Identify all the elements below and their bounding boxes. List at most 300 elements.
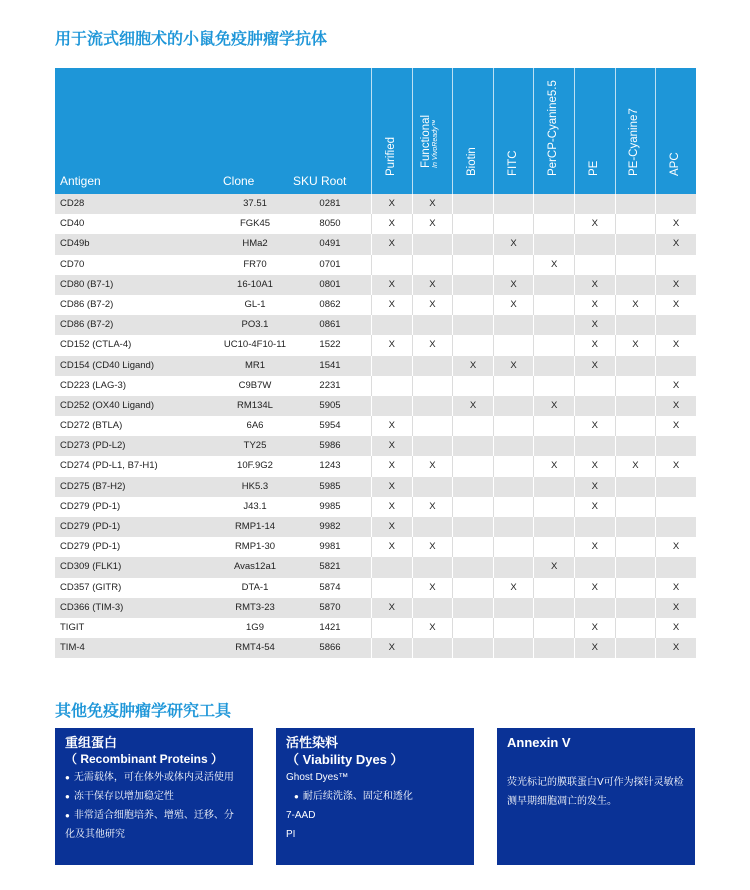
antigen-cell: TIM-4 — [60, 642, 85, 654]
availability-cell — [615, 396, 656, 416]
header-column — [412, 68, 453, 194]
clone-cell: TY25 — [243, 440, 267, 452]
sku-cell: 0281 — [319, 198, 341, 209]
table-row — [55, 537, 696, 557]
antigen-cell: CD86 (B7-2) — [60, 319, 114, 331]
clone-cell: Avas12a1 — [233, 561, 277, 573]
ghost-dyes-label: Ghost Dyes™ — [286, 772, 349, 783]
table-row — [55, 335, 696, 355]
availability-cell — [452, 477, 493, 497]
sku-cell: 0861 — [319, 319, 341, 331]
antigen-cell: CD49b — [60, 238, 90, 250]
box-title: 活性染料 — [286, 735, 339, 750]
clone-cell: HMa2 — [242, 238, 268, 250]
availability-cell — [371, 356, 412, 376]
table-row — [55, 618, 696, 638]
availability-cell: X — [412, 497, 453, 517]
list-item: ● 耐后续洗涤、固定和透化 — [294, 787, 464, 806]
header-column-label — [628, 108, 640, 176]
availability-cell: X — [574, 295, 615, 315]
availability-cell — [533, 275, 574, 295]
availability-cell — [655, 497, 696, 517]
column-label: PE — [587, 160, 600, 176]
availability-cell — [615, 315, 656, 335]
availability-cell — [615, 638, 656, 658]
table-row — [55, 416, 696, 436]
table-row — [55, 456, 696, 476]
column-label: Biotin — [465, 147, 478, 176]
column-label: PE-Cyanine7 — [628, 108, 641, 176]
availability-cell — [533, 638, 574, 658]
antigen-cell: CD279 (PD-1) — [60, 541, 121, 553]
clone-cell: HK5.3 — [241, 480, 269, 492]
availability-cell: X — [371, 477, 412, 497]
clone-cell: RMT3-23 — [235, 601, 275, 613]
availability-cell — [533, 598, 574, 618]
availability-cell — [452, 638, 493, 658]
header-column — [533, 68, 574, 194]
availability-cell: X — [412, 578, 453, 598]
availability-cell: X — [452, 356, 493, 376]
availability-cell — [371, 557, 412, 577]
availability-cell: X — [615, 335, 656, 355]
availability-cell — [615, 234, 656, 254]
availability-cell: X — [574, 618, 615, 638]
table-row — [55, 356, 696, 376]
page-title: 用于流式细胞术的小鼠免疫肿瘤学抗体 — [55, 31, 328, 48]
antigen-cell: CD252 (OX40 Ligand) — [60, 399, 154, 411]
clone-cell: C9B7W — [238, 379, 272, 391]
availability-cell — [412, 376, 453, 396]
sku-cell: 0701 — [319, 258, 341, 270]
clone-cell: RMT4-54 — [235, 642, 275, 654]
antigen-cell: CD28 — [60, 198, 85, 209]
availability-cell — [533, 618, 574, 638]
availability-cell — [371, 618, 412, 638]
antigen-cell: CD40 — [60, 218, 85, 230]
availability-cell — [533, 214, 574, 234]
availability-cell — [493, 194, 534, 214]
column-sublabel: In VivoReady™ — [432, 119, 440, 168]
availability-cell — [452, 598, 493, 618]
availability-cell: X — [655, 456, 696, 476]
availability-cell — [493, 638, 534, 658]
header-column — [452, 68, 493, 194]
table-row — [55, 436, 696, 456]
clone-cell: RMP1-14 — [234, 521, 276, 532]
clone-cell: 10F.9G2 — [237, 460, 273, 472]
annexin-v-box — [497, 728, 695, 865]
availability-cell — [493, 255, 534, 275]
availability-cell — [533, 335, 574, 355]
availability-cell — [412, 436, 453, 456]
clone-cell: PO3.1 — [241, 319, 269, 331]
list-item: ● 非常适合细胞培养、增殖、迁移、分化及其他研究 — [65, 806, 243, 844]
table-row — [55, 255, 696, 275]
antigen-cell: CD273 (PD-L2) — [60, 440, 126, 452]
availability-cell — [412, 396, 453, 416]
box-title: Annexin V — [507, 735, 571, 750]
availability-cell — [493, 477, 534, 497]
availability-cell — [371, 376, 412, 396]
antigen-cell: CD154 (CD40 Ligand) — [60, 359, 154, 371]
availability-cell — [574, 557, 615, 577]
availability-cell: X — [655, 598, 696, 618]
availability-cell — [452, 436, 493, 456]
availability-cell: X — [574, 537, 615, 557]
column-label: Functional — [420, 114, 433, 168]
availability-cell: X — [615, 456, 656, 476]
availability-cell — [615, 537, 656, 557]
availability-cell: X — [371, 275, 412, 295]
availability-cell: X — [533, 255, 574, 275]
header-column-label — [466, 147, 478, 176]
list-item: ● 冻干保存以增加稳定性 — [65, 787, 243, 806]
column-label: FITC — [506, 150, 519, 176]
availability-cell — [615, 598, 656, 618]
clone-cell: FR70 — [243, 258, 267, 270]
availability-cell: X — [493, 275, 534, 295]
availability-cell — [412, 557, 453, 577]
availability-cell — [615, 376, 656, 396]
availability-cell: X — [412, 618, 453, 638]
availability-cell — [615, 255, 656, 275]
availability-cell: X — [615, 295, 656, 315]
availability-cell — [615, 436, 656, 456]
sku-cell: 9985 — [319, 500, 341, 512]
header-column — [655, 68, 696, 194]
availability-cell — [655, 477, 696, 497]
availability-cell: X — [371, 194, 412, 214]
availability-cell — [574, 255, 615, 275]
availability-cell: X — [574, 456, 615, 476]
availability-cell: X — [574, 638, 615, 658]
availability-cell: X — [452, 396, 493, 416]
sku-cell: 1243 — [319, 460, 341, 472]
availability-cell — [493, 214, 534, 234]
availability-cell — [371, 315, 412, 335]
header-column — [574, 68, 615, 194]
availability-cell — [533, 376, 574, 396]
availability-cell — [452, 275, 493, 295]
availability-cell — [452, 497, 493, 517]
clone-cell: 37.51 — [243, 198, 267, 209]
availability-cell: X — [574, 477, 615, 497]
availability-cell: X — [655, 416, 696, 436]
availability-cell: X — [412, 275, 453, 295]
availability-cell — [655, 557, 696, 577]
antigen-cell: CD80 (B7-1) — [60, 278, 114, 290]
availability-cell — [452, 255, 493, 275]
availability-cell — [574, 598, 615, 618]
availability-cell: X — [655, 214, 696, 234]
antigen-cell: CD272 (BTLA) — [60, 420, 123, 432]
availability-cell: X — [371, 214, 412, 234]
sku-cell: 5874 — [319, 581, 341, 593]
recombinant-proteins-box — [55, 728, 253, 865]
availability-cell: X — [655, 335, 696, 355]
availability-cell: X — [371, 497, 412, 517]
sku-cell: 8050 — [319, 218, 341, 230]
availability-cell — [412, 598, 453, 618]
availability-cell — [574, 517, 615, 537]
availability-cell: X — [412, 335, 453, 355]
availability-cell — [493, 557, 534, 577]
availability-cell: X — [655, 618, 696, 638]
sku-cell: 5866 — [319, 642, 341, 654]
availability-cell — [533, 537, 574, 557]
antigen-cell: CD279 (PD-1) — [60, 500, 121, 512]
availability-cell — [452, 295, 493, 315]
availability-cell — [493, 416, 534, 436]
header-column — [493, 68, 534, 194]
availability-cell — [371, 396, 412, 416]
table-row — [55, 315, 696, 335]
availability-cell — [615, 517, 656, 537]
availability-cell — [493, 315, 534, 335]
availability-cell — [615, 618, 656, 638]
table-row — [55, 275, 696, 295]
sku-cell: 0801 — [319, 278, 341, 290]
availability-cell: X — [493, 578, 534, 598]
availability-cell — [371, 255, 412, 275]
availability-cell: X — [412, 194, 453, 214]
clone-cell: 6A6 — [246, 420, 264, 432]
column-label: PerCP-Cyanine5.5 — [547, 80, 560, 176]
header-antigen: Antigen — [60, 174, 101, 188]
clone-cell: 16-10A1 — [237, 278, 273, 290]
table-row — [55, 376, 696, 396]
availability-cell: X — [655, 396, 696, 416]
availability-cell — [615, 356, 656, 376]
header-column-label — [385, 137, 397, 176]
availability-cell: X — [574, 275, 615, 295]
availability-cell — [452, 376, 493, 396]
clone-cell: FGK45 — [239, 218, 271, 230]
list-item: ● 无需载体，可在体外或体内灵活使用 — [65, 768, 243, 787]
availability-cell: X — [655, 295, 696, 315]
availability-cell — [452, 578, 493, 598]
availability-cell — [452, 557, 493, 577]
availability-cell — [493, 598, 534, 618]
availability-cell: X — [371, 638, 412, 658]
availability-cell: X — [533, 456, 574, 476]
clone-cell: 1G9 — [246, 621, 264, 633]
availability-cell: X — [574, 578, 615, 598]
antigen-cell: CD274 (PD-L1, B7-H1) — [60, 460, 158, 472]
antibody-table — [55, 68, 696, 658]
column-label: APC — [668, 152, 681, 176]
antigen-cell: CD279 (PD-1) — [60, 521, 121, 532]
sku-cell: 5821 — [319, 561, 341, 573]
availability-cell: X — [412, 295, 453, 315]
availability-cell: X — [371, 234, 412, 254]
availability-cell — [412, 255, 453, 275]
availability-cell — [533, 234, 574, 254]
table-row — [55, 557, 696, 577]
availability-cell — [493, 618, 534, 638]
sku-cell: 0491 — [319, 238, 341, 250]
availability-cell: X — [533, 557, 574, 577]
table-row — [55, 396, 696, 416]
availability-cell: X — [371, 295, 412, 315]
availability-cell — [615, 477, 656, 497]
availability-cell — [493, 456, 534, 476]
clone-cell: RMP1-30 — [234, 541, 276, 553]
sku-cell: 2231 — [319, 379, 341, 391]
availability-cell — [533, 194, 574, 214]
sku-cell: 5905 — [319, 399, 341, 411]
availability-cell — [493, 436, 534, 456]
availability-cell — [412, 477, 453, 497]
table-row — [55, 517, 696, 537]
availability-cell — [533, 578, 574, 598]
sku-cell: 1522 — [319, 339, 341, 351]
availability-cell — [574, 194, 615, 214]
antigen-cell: CD70 — [60, 258, 85, 270]
availability-cell — [574, 376, 615, 396]
availability-cell — [412, 315, 453, 335]
availability-cell — [574, 436, 615, 456]
availability-cell — [493, 537, 534, 557]
availability-cell — [452, 335, 493, 355]
antigen-cell: CD86 (B7-2) — [60, 298, 114, 310]
antigen-cell: CD152 (CTLA-4) — [60, 339, 132, 351]
availability-cell — [452, 456, 493, 476]
availability-cell — [371, 578, 412, 598]
availability-cell — [533, 315, 574, 335]
sku-cell: 9981 — [319, 541, 341, 553]
availability-cell — [452, 214, 493, 234]
antigen-cell: CD366 (TIM-3) — [60, 601, 124, 613]
availability-cell: X — [412, 456, 453, 476]
availability-cell: X — [412, 537, 453, 557]
availability-cell — [574, 234, 615, 254]
availability-cell — [655, 517, 696, 537]
clone-cell: DTA-1 — [241, 581, 269, 593]
availability-cell — [493, 517, 534, 537]
availability-cell: X — [493, 356, 534, 376]
header-sku: SKU Root — [293, 174, 347, 188]
availability-cell: X — [574, 335, 615, 355]
availability-cell — [615, 578, 656, 598]
header-column-label — [669, 152, 681, 176]
availability-cell — [615, 194, 656, 214]
availability-cell — [533, 356, 574, 376]
availability-cell — [533, 517, 574, 537]
header-column-label — [420, 115, 440, 168]
availability-cell — [615, 275, 656, 295]
availability-cell: X — [371, 416, 412, 436]
clone-cell: RM134L — [237, 399, 273, 411]
availability-cell — [615, 214, 656, 234]
table-row — [55, 194, 696, 214]
sku-cell: 1421 — [319, 621, 341, 633]
header-column — [615, 68, 656, 194]
table-row — [55, 598, 696, 618]
availability-cell: X — [574, 356, 615, 376]
availability-cell — [412, 416, 453, 436]
availability-cell — [655, 356, 696, 376]
availability-cell: X — [574, 315, 615, 335]
table-row — [55, 497, 696, 517]
sku-cell: 5986 — [319, 440, 341, 452]
availability-cell — [655, 194, 696, 214]
availability-cell — [615, 416, 656, 436]
availability-cell — [533, 497, 574, 517]
sku-cell: 5985 — [319, 480, 341, 492]
availability-cell — [655, 315, 696, 335]
availability-cell: X — [371, 335, 412, 355]
availability-cell: X — [655, 376, 696, 396]
availability-cell — [412, 638, 453, 658]
availability-cell — [533, 416, 574, 436]
header-column-label — [588, 161, 600, 176]
availability-cell — [533, 436, 574, 456]
availability-cell: X — [412, 214, 453, 234]
availability-cell: X — [655, 234, 696, 254]
sku-cell: 5870 — [319, 601, 341, 613]
availability-cell — [412, 517, 453, 537]
availability-cell — [493, 335, 534, 355]
sku-cell: 1541 — [319, 359, 341, 371]
availability-cell — [533, 295, 574, 315]
availability-cell: X — [371, 537, 412, 557]
7aad-label: 7-AAD — [286, 810, 316, 821]
clone-cell: UC10-4F10-11 — [223, 339, 287, 351]
table-header — [55, 68, 696, 194]
availability-cell: X — [574, 416, 615, 436]
availability-cell — [493, 497, 534, 517]
table-row — [55, 477, 696, 497]
availability-cell: X — [533, 396, 574, 416]
sku-cell: 9982 — [319, 521, 341, 532]
availability-cell: X — [493, 295, 534, 315]
antigen-cell: CD275 (B7-H2) — [60, 480, 126, 492]
availability-cell — [452, 416, 493, 436]
availability-cell — [615, 557, 656, 577]
section-title: 其他免疫肿瘤学研究工具 — [55, 703, 232, 720]
availability-cell — [574, 396, 615, 416]
availability-cell — [452, 537, 493, 557]
availability-cell: X — [574, 497, 615, 517]
availability-cell: X — [655, 537, 696, 557]
availability-cell — [655, 436, 696, 456]
pi-label: PI — [286, 829, 296, 840]
box-title: 重组蛋白 — [65, 735, 118, 750]
availability-cell — [452, 517, 493, 537]
clone-cell: MR1 — [244, 359, 266, 371]
availability-cell: X — [655, 275, 696, 295]
table-row — [55, 295, 696, 315]
availability-cell — [452, 618, 493, 638]
clone-cell: J43.1 — [243, 500, 267, 512]
header-column-label — [507, 150, 519, 176]
availability-cell — [412, 234, 453, 254]
availability-cell: X — [371, 517, 412, 537]
table-row — [55, 234, 696, 254]
availability-cell — [493, 376, 534, 396]
box-subtitle: （ Viability Dyes ） — [286, 752, 404, 767]
clone-cell: GL-1 — [244, 298, 266, 310]
table-body — [55, 194, 696, 658]
column-label: Purified — [384, 137, 397, 176]
antigen-cell: CD223 (LAG-3) — [60, 379, 126, 391]
header-column — [371, 68, 412, 194]
availability-cell — [452, 234, 493, 254]
header-clone: Clone — [223, 174, 255, 188]
header-column-label — [547, 80, 559, 176]
